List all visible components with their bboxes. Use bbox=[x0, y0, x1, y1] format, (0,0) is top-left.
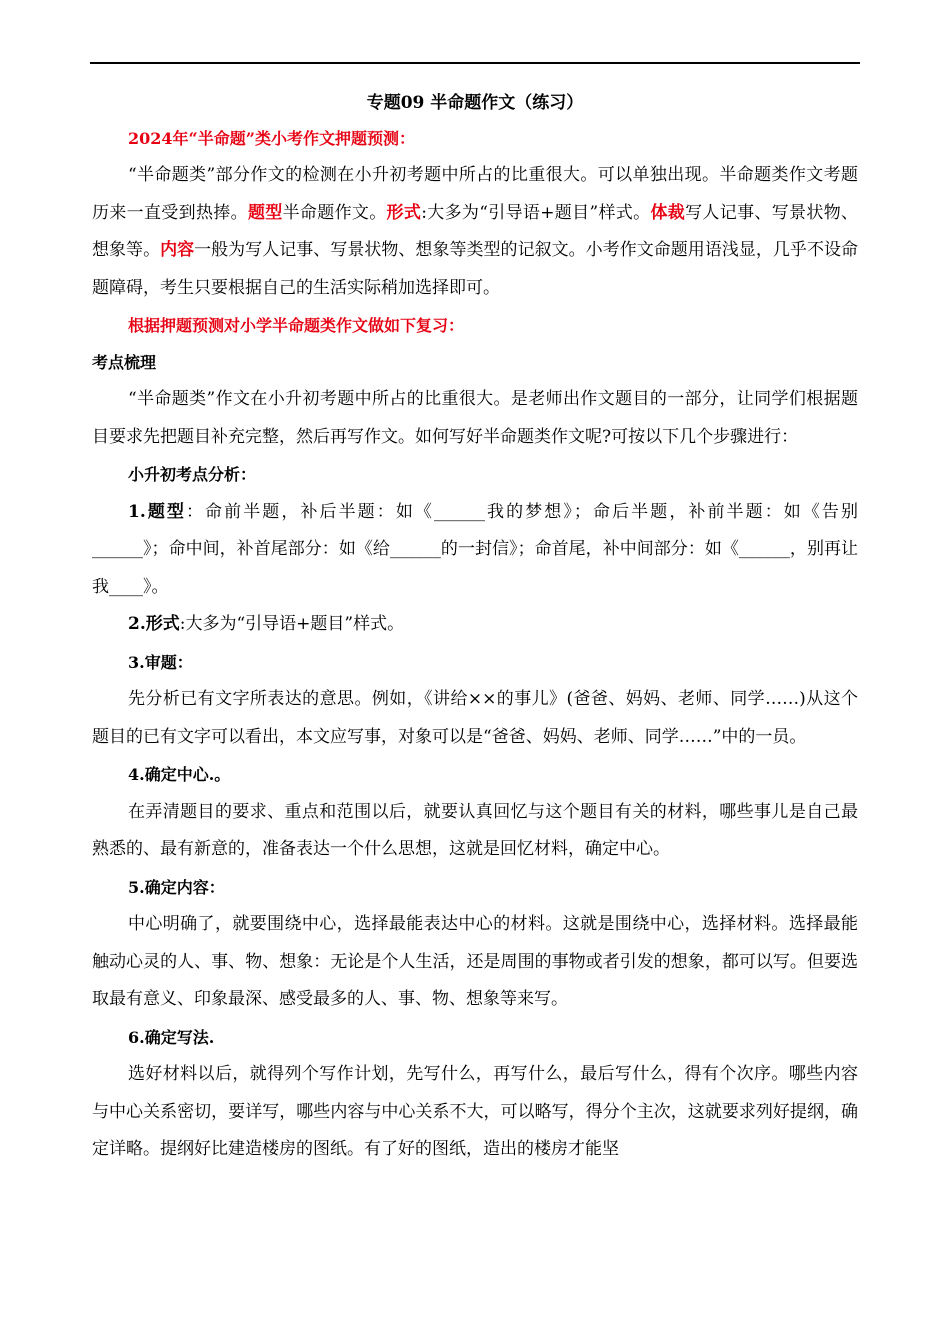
point1-paragraph bbox=[92, 494, 858, 607]
point5-text: 中心明确了，就要围绕中心，选择最能表达中心的材料。这就是围绕中心，选择材料。选择最能触动心灵的人、事、物、想象：无论是个人生活，还是周围的事物或者引发的想象，都可以写。但要选取最有意义、印象最深、感受最多的人、事、物、想象等来写。 bbox=[92, 914, 858, 1009]
point2-text: :大多为“引导语+题目”样式。 bbox=[179, 614, 405, 634]
point6-text: 选好材料以后，就得列个写作计划，先写什么，再写什么，最后写什么，得有个次序。哪些内容与中心关系密切，要详写，哪些内容与中心关系不大，可以略写，得分个主次，这就要求列好提纲，确定详略。提纲好比建造楼房的图纸。有了好的图纸，造出的楼房才能坚 bbox=[92, 1064, 858, 1159]
content-text: 一般为写人记事、写景状物、想象等类型的记叙文。小考作文命题用语浅显，几乎不设命题障碍，考生只要根据自己的生活实际稍加选择即可。 bbox=[92, 240, 859, 298]
label-genre: 体裁 bbox=[650, 202, 686, 223]
point4-label: 4.确定中心.。 bbox=[128, 765, 231, 784]
point2-label: 2.形式 bbox=[128, 614, 180, 634]
point4-text: 在弄清题目的要求、重点和范围以后，就要认真回忆与这个题目有关的材料，哪些事儿是自己最熟悉的、最有新意的，准备表达一个什么思想，这就是回忆材料，确定中心。 bbox=[92, 801, 858, 859]
document-title: 专题09 半命题作文（练习） bbox=[366, 93, 584, 113]
intro-paragraph bbox=[92, 157, 858, 307]
label-content: 内容 bbox=[160, 240, 195, 260]
point3-text: 先分析已有文字所表达的意思。例如，《讲给××的事儿》(爸爸、妈妈、老师、同学……)从这个题目的已有文字可以看出，本文应写事，对象可以是“爸爸、妈妈、老师、同学……”中的一员。 bbox=[92, 689, 858, 747]
point6-label: 6.确定写法. bbox=[128, 1027, 215, 1047]
point1-text: ：命前半题，补后半题：如《______我的梦想》；命后半题，补前半题：如《告别______》；命中间，补首尾部分：如《给______的一封信》；命首尾，补中间部分：如《______，别再让我____》。 bbox=[92, 501, 859, 597]
document-body bbox=[92, 86, 858, 1169]
label-form: 形式 bbox=[386, 202, 422, 223]
point3-label: 3.审题： bbox=[128, 652, 193, 672]
section-intro: “半命题类”作文在小升初考题中所占的比重很大。是老师出作文题目的一部分，让同学们根据题目要求先把题目补充完整，然后再写作文。如何写好半命题类作文呢?可按以下几个步骤进行： bbox=[92, 389, 858, 447]
review-heading: 根据押题预测对小学半命题类作文做如下复习： bbox=[128, 316, 465, 335]
header-rule bbox=[90, 62, 860, 64]
analysis-heading: 小升初考点分析： bbox=[128, 465, 257, 484]
point1-label: 1.题型 bbox=[128, 501, 186, 522]
label-type: 题型 bbox=[247, 202, 283, 223]
form-text: :大多为“引导语+题目”样式。 bbox=[421, 202, 651, 223]
genre-text: 写人记事、写景状物、想象等。 bbox=[92, 202, 859, 260]
section-title: 考点梳理 bbox=[92, 353, 157, 372]
point5-label: 5.确定内容： bbox=[128, 877, 225, 897]
type-text: 半命题作文。 bbox=[282, 202, 387, 223]
point2-paragraph bbox=[92, 606, 858, 644]
intro-text-1: “半命题类”部分作文的检测在小升初考题中所占的比重很大。可以单独出现。半命题类作文考题历来一直受到热捧。 bbox=[92, 165, 858, 223]
prediction-heading: 2024年“半命题”类小考作文押题预测： bbox=[128, 129, 415, 148]
